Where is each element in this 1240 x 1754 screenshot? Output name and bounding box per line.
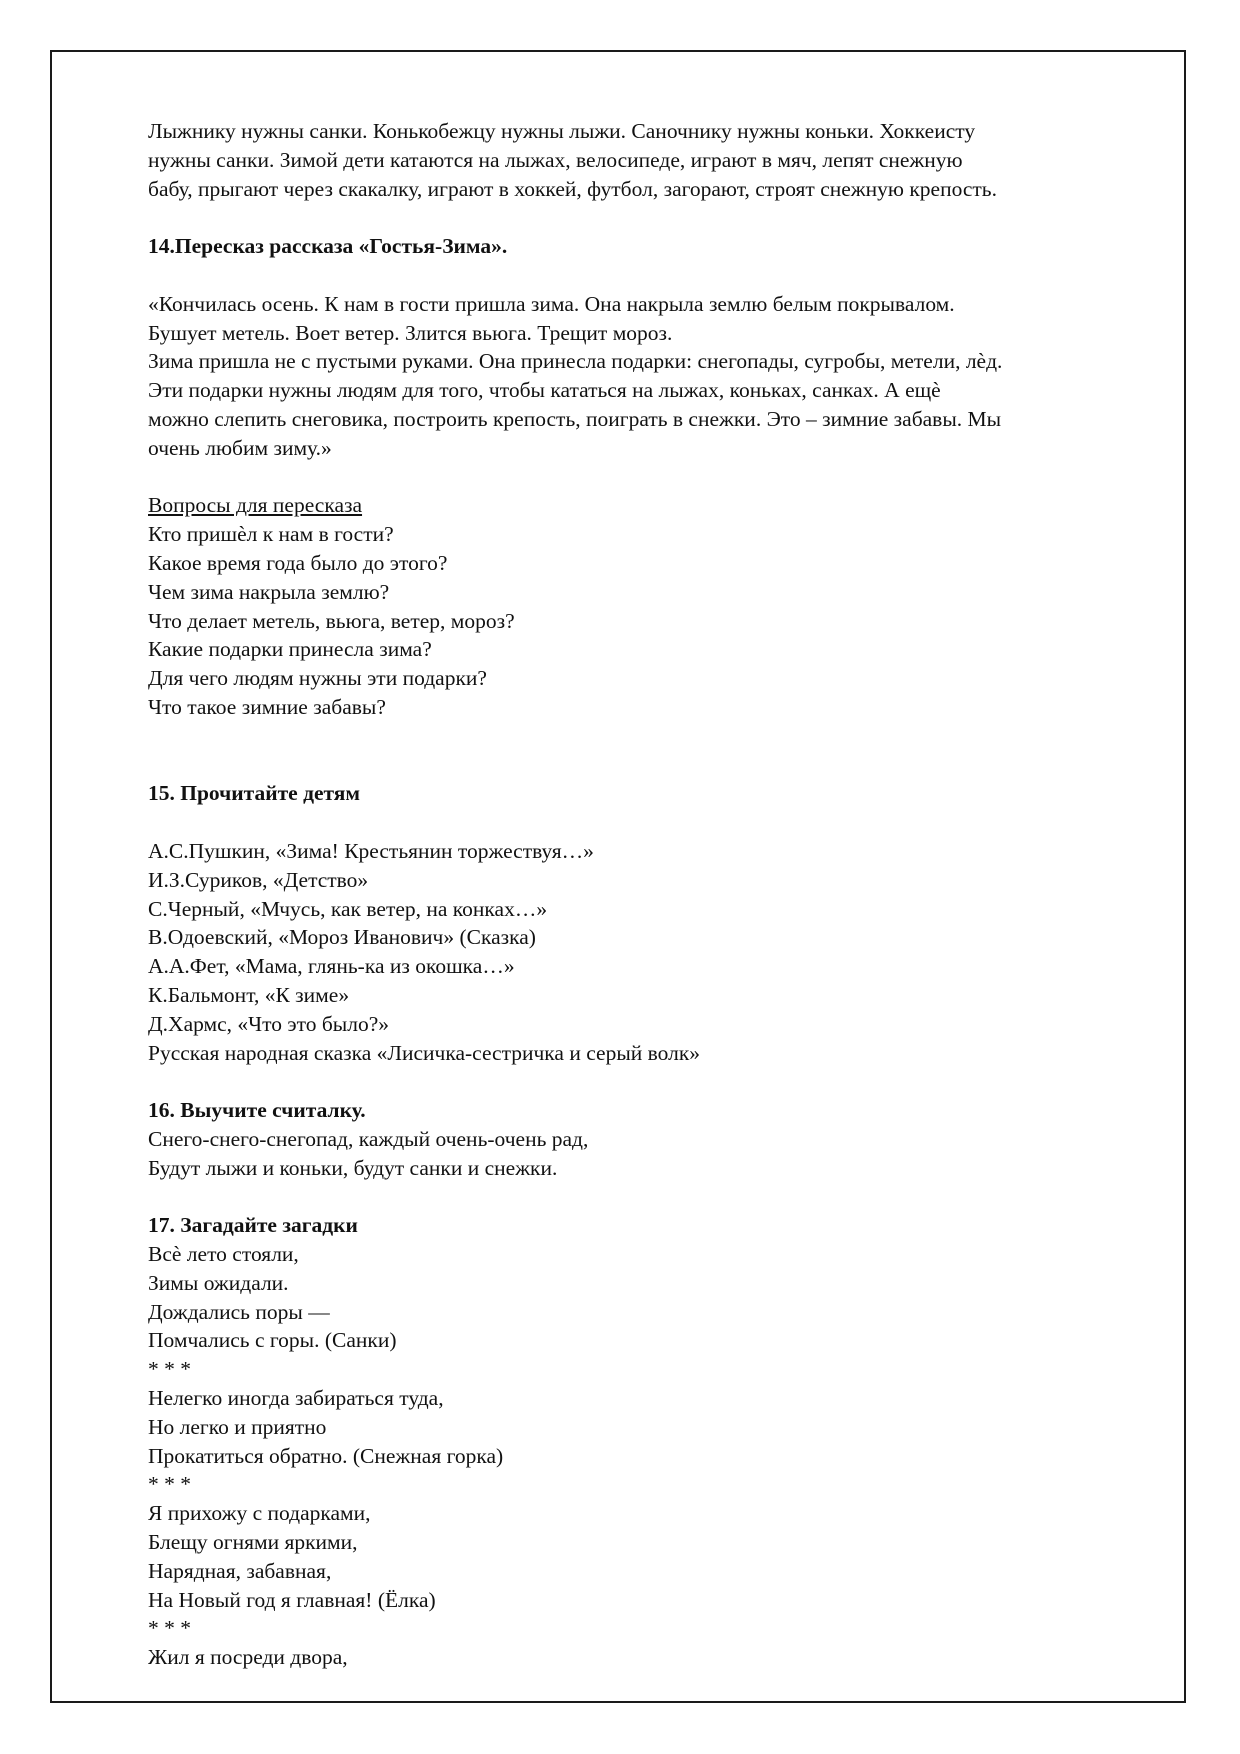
question-item: Какое время года было до этого? <box>148 550 448 575</box>
intro-line: Лыжнику нужны санки. Конькобежцу нужны лыжи. Саночнику нужны коньки. Хоккеисту <box>148 119 976 143</box>
rhyme-line: Снего-снего-снегопад, каждый очень-очень рад, <box>148 1126 589 1151</box>
riddle-line: Всѐ лето стояли, <box>148 1242 299 1267</box>
question-item: Что такое зимние забавы? <box>148 694 386 719</box>
reading-item: В.Одоевский, «Мороз Иванович» (Сказка) <box>148 925 536 950</box>
riddle-line: Зимы ожидали. <box>148 1270 289 1295</box>
riddle-separator: * * * <box>148 1472 191 1497</box>
story-line: «Кончилась осень. К нам в гости пришла зима. Она накрыла землю белым покрывалом. <box>148 291 955 316</box>
story-line: Эти подарки нужны людям для того, чтобы кататься на лыжах, коньках, санках. А ещѐ <box>148 378 941 403</box>
rhyme-line: Будут лыжи и коньки, будут санки и снежки. <box>148 1155 558 1180</box>
reading-item: К.Бальмонт, «К зиме» <box>148 982 350 1007</box>
story-line: можно слепить снеговика, построить крепость, поиграть в снежки. Это – зимние забавы. Мы <box>148 406 1002 431</box>
riddle-line: Блещу огнями яркими, <box>148 1530 358 1555</box>
riddle-line: На Новый год я главная! (Ёлка) <box>148 1587 436 1612</box>
riddle-line: Помчались с горы. (Санки) <box>148 1328 397 1353</box>
story-text <box>148 290 1158 463</box>
question-item: Что делает метель, вьюга, ветер, мороз? <box>148 608 515 633</box>
intro-paragraph <box>148 117 1158 203</box>
riddle-separator: * * * <box>148 1357 191 1382</box>
riddle-line: Я прихожу с подарками, <box>148 1501 371 1526</box>
riddle-separator: * * * <box>148 1616 191 1641</box>
riddle-line: Жил я посреди двора, <box>148 1645 348 1670</box>
reading-item: Русская народная сказка «Лисичка-сестричка и серый волк» <box>148 1040 701 1065</box>
questions-list <box>148 491 1158 721</box>
section-14-heading: 14.Пересказ рассказа «Гостья-Зима». <box>148 234 508 259</box>
story-line: Зима пришла не с пустыми руками. Она принесла подарки: снегопады, сугробы, метели, лѐд. <box>148 349 1003 374</box>
question-item: Какие подарки принесла зима? <box>148 637 432 662</box>
questions-title: Вопросы для пересказа <box>148 493 363 518</box>
reading-item: Д.Хармс, «Что это было?» <box>148 1011 390 1036</box>
reading-item: А.А.Фет, «Мама, глянь-ка из окошка…» <box>148 954 515 979</box>
riddle-line: Прокатиться обратно. (Снежная горка) <box>148 1443 504 1468</box>
story-line: очень любим зиму.» <box>148 435 332 460</box>
story-line: Бушует метель. Воет ветер. Злится вьюга. Трещит мороз. <box>148 320 673 345</box>
intro-line: нужны санки. Зимой дети катаются на лыжах, велосипеде, играют в мяч, лепят снежную <box>148 147 963 172</box>
question-item: Кто пришѐл к нам в гости? <box>148 522 394 547</box>
intro-line: бабу, прыгают через скакалку, играют в хоккей, футбол, загорают, строят снежную крепость. <box>148 176 997 201</box>
riddles <box>148 1240 1158 1672</box>
section-17-heading: 17. Загадайте загадки <box>148 1213 358 1238</box>
counting-rhyme <box>148 1125 1158 1183</box>
riddle-line: Нарядная, забавная, <box>148 1558 332 1583</box>
question-item: Для чего людям нужны эти подарки? <box>148 666 487 691</box>
reading-item: С.Черный, «Мчусь, как ветер, на конках…» <box>148 896 548 921</box>
section-16-heading: 16. Выучите считалку. <box>148 1098 366 1123</box>
riddle-line: Нелегко иногда забираться туда, <box>148 1386 444 1411</box>
reading-list <box>148 837 1158 1067</box>
reading-item: А.С.Пушкин, «Зима! Крестьянин торжествуя…» <box>148 838 594 863</box>
riddle-line: Но легко и приятно <box>148 1414 327 1439</box>
document-body <box>148 117 1158 1672</box>
reading-item: И.З.Суриков, «Детство» <box>148 867 369 892</box>
question-item: Чем зима накрыла землю? <box>148 579 390 604</box>
riddle-line: Дождались поры — <box>148 1299 330 1324</box>
section-15-heading: 15. Прочитайте детям <box>148 781 361 806</box>
